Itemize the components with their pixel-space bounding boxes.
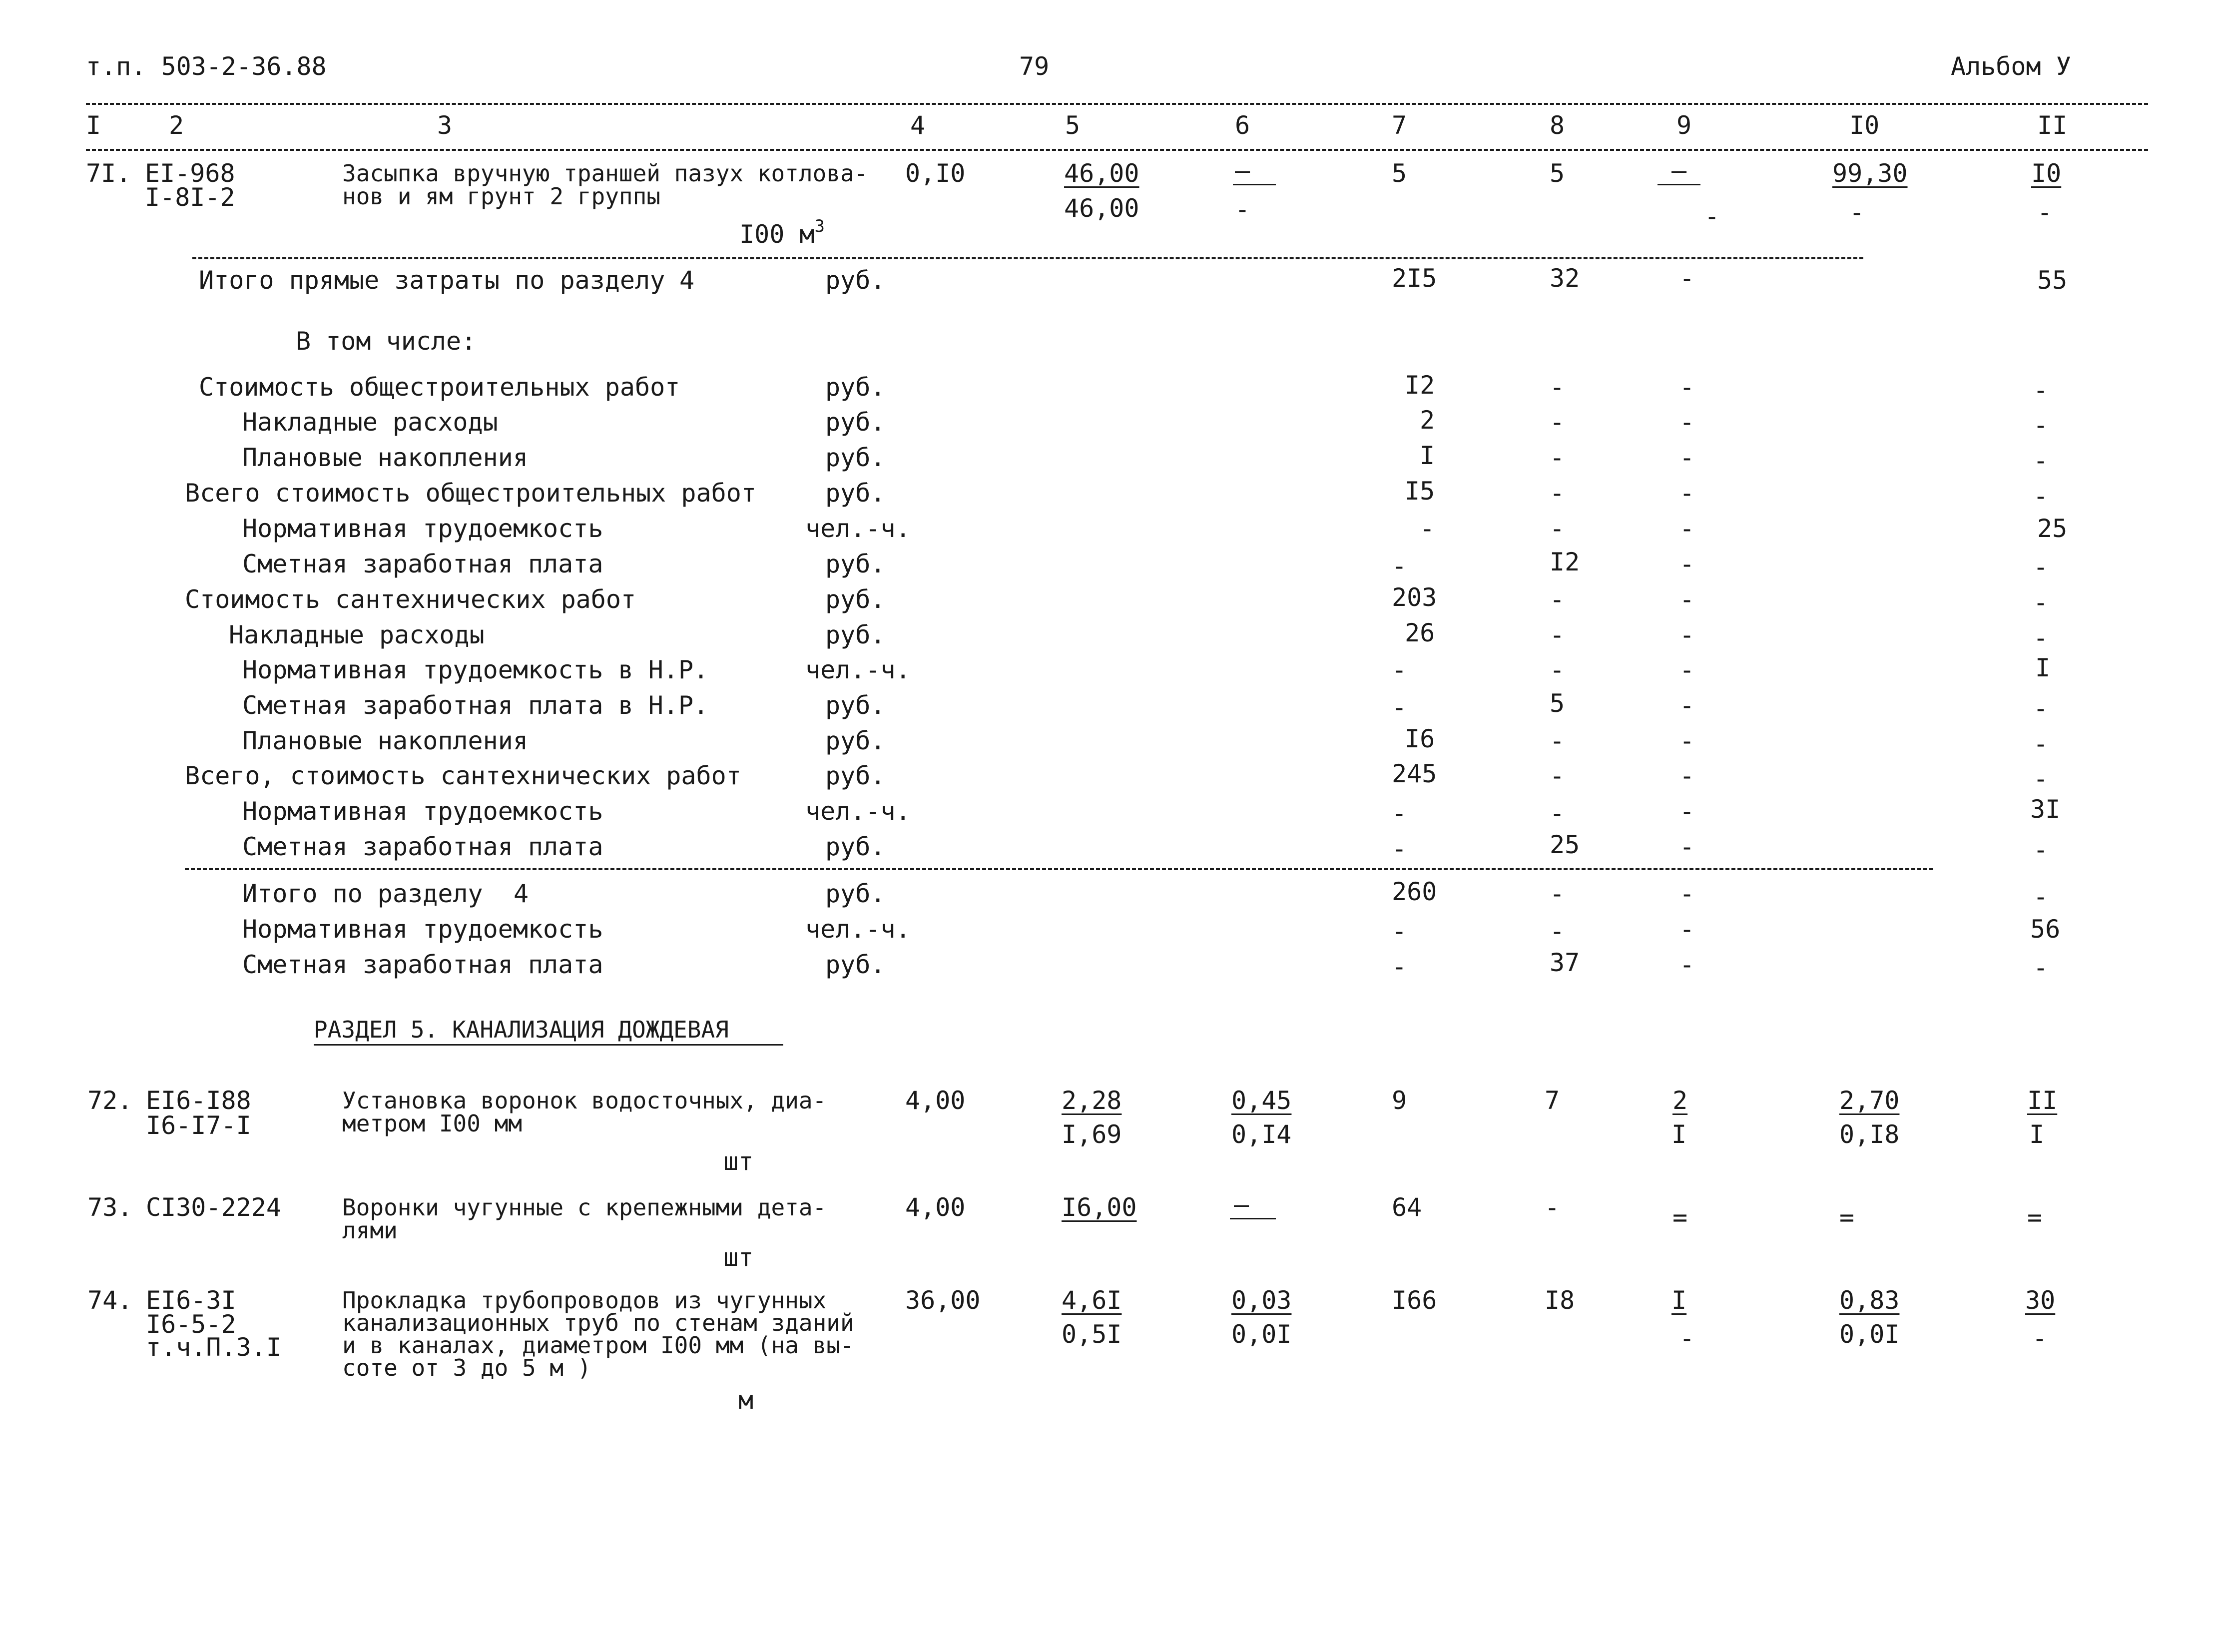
row-machine: - [1679,373,1695,402]
row-labor: - [2033,953,2049,982]
item-description-cont: соте от 3 до 5 м ) [342,1354,591,1381]
labor-per-unit: 0,83 [1839,1286,1900,1315]
unit-price: 4,6I [1062,1286,1122,1315]
total-cost: 5 [1392,159,1407,188]
summary-unit: руб. [825,266,886,295]
machine-total: – [1671,156,1687,185]
item-description-cont: нов и ям грунт 2 группы [342,183,660,210]
row-total-cost: I6 [1405,724,1435,753]
row-label: Плановые накопления [242,443,528,472]
row-unit: руб. [825,950,886,979]
row-wages: - [1550,408,1565,437]
item-code: EI6-3I [146,1286,236,1315]
including-heading: В том числе: [296,327,477,356]
col-9: 9 [1676,111,1692,140]
row-label: Стоимость сантехнических работ [185,585,636,614]
item-quantity: 0,I0 [905,159,966,188]
row-unit: руб. [825,726,886,755]
row-machine: - [1679,550,1695,578]
col-8: 8 [1550,111,1565,140]
row-total-cost: - [1392,655,1407,684]
item-quantity: 4,00 [905,1086,966,1115]
unit-price: 2,28 [1062,1086,1122,1115]
row-label: Сметная заработная плата [242,950,603,979]
machine-price: 0,45 [1231,1086,1292,1115]
machine-total-wages: I [1671,1120,1687,1149]
labor-per-unit: = [1839,1203,1855,1232]
row-label: Сметная заработная плата [242,550,603,578]
row-wages: - [1550,443,1565,472]
row-machine: - [1679,479,1695,508]
labor-total-machine: - [2037,198,2053,227]
row-machine: - [1679,655,1695,684]
col-3: 3 [437,111,453,140]
row-label: Всего, стоимость сантехнических работ [185,761,741,790]
summary-wages: 32 [1550,264,1580,293]
row-labor: - [2033,882,2049,911]
item-description: Засыпка вручную траншей пазух котлова- [342,160,868,187]
row-wages: - [1550,761,1565,790]
row-unit: руб. [825,550,886,578]
item-description-cont: лями [342,1217,398,1244]
column-header-rule [86,149,2148,151]
row-section-number: 4 [514,879,529,908]
section-total-rule [185,868,1933,870]
row-machine: - [1679,950,1695,979]
item-number: 73. [87,1193,133,1222]
row-labor: - [2033,835,2049,864]
row-total-cost: I5 [1405,477,1435,506]
page-number: 79 [1019,52,1050,81]
item-quantity: 4,00 [905,1193,966,1222]
wages: I8 [1545,1286,1575,1315]
item-unit: шт [723,1147,754,1176]
row-machine: - [1679,832,1695,861]
unit-price-wages: 46,00 [1064,194,1139,223]
total-cost: 64 [1392,1193,1422,1222]
row-wages: I2 [1550,548,1580,576]
section-title: РАЗДЕЛ 5. КАНАЛИЗАЦИЯ ДОЖДЕВАЯ [314,1016,729,1043]
summary-labor: 55 [2037,266,2068,295]
row-machine: - [1679,620,1695,649]
row-unit: руб. [825,373,886,402]
machine-total-wages: - [1679,1324,1695,1353]
total-cost: I66 [1392,1286,1437,1315]
row-labor: - [2033,694,2049,723]
labor-per-unit-machine: 0,I8 [1839,1120,1900,1149]
machine-price-wages: 0,I4 [1231,1120,1292,1149]
row-label: Итого по разделу [242,879,483,908]
row-labor: 3I [2030,795,2061,824]
row-label: Сметная заработная плата в Н.Р. [242,691,709,720]
row-machine: - [1679,514,1695,543]
row-label: Стоимость общестроительных работ [199,373,680,402]
item-description: Установка воронок водосточных, диа- [342,1087,827,1114]
item-unit: м [738,1386,754,1415]
row-unit: руб. [825,443,886,472]
row-label: Накладные расходы [229,620,485,649]
col-1: I [86,111,101,140]
col-2: 2 [169,111,184,140]
labor-total: I0 [2031,159,2062,188]
item-code: EI-968 [145,159,235,188]
item-description-cont: канализационных труб по стенам зданий [342,1309,854,1336]
row-labor: 25 [2037,514,2068,543]
row-total-cost: - [1392,834,1407,863]
labor-total: 30 [2025,1286,2056,1315]
row-unit: чел.-ч. [805,514,911,543]
labor-per-unit: 2,70 [1839,1086,1900,1115]
row-total-cost: - [1392,799,1407,828]
machine-price: 0,03 [1231,1286,1292,1315]
row-labor: - [2033,376,2049,405]
col-10: I0 [1849,111,1880,140]
row-unit: чел.-ч. [805,797,911,826]
row-labor: - [2033,446,2049,475]
row-machine: - [1679,879,1695,908]
row-labor: 56 [2030,915,2061,944]
row-total-cost: 260 [1392,877,1437,906]
machine-total: I [1671,1286,1687,1315]
row-label: Нормативная трудоемкость [242,514,603,543]
labor-total-machine: I [2029,1120,2045,1149]
total-cost: 9 [1392,1086,1407,1115]
col-5: 5 [1065,111,1081,140]
row-wages: - [1550,479,1565,508]
machine-price: – [1235,156,1250,185]
row-labor: - [2033,623,2049,652]
row-wages: 25 [1550,830,1580,859]
row-total-cost: 2 [1420,406,1435,435]
row-unit: руб. [825,879,886,908]
row-labor: - [2033,482,2049,511]
unit-price-wages: 0,5I [1062,1320,1122,1349]
row-machine: - [1679,726,1695,755]
item-quantity: 36,00 [905,1286,981,1315]
row-wages: - [1550,373,1565,402]
row-label: Нормативная трудоемкость [242,797,603,826]
row-unit: руб. [825,408,886,437]
row-machine: - [1679,691,1695,720]
row-wages: 37 [1550,948,1580,977]
row-wages: - [1550,620,1565,649]
row-labor: - [2033,552,2049,581]
row-label: Нормативная трудоемкость [242,915,603,944]
item-description: Воронки чугунные с крепежными дета- [342,1194,827,1221]
unit-price-wages: I,69 [1062,1120,1122,1149]
row-unit: руб. [825,832,886,861]
item-description-cont: и в каналах, диаметром I00 мм (на вы- [342,1332,854,1359]
row-labor: - [2033,411,2049,440]
album-label: Альбом У [1951,52,2071,81]
row-total-cost: - [1392,551,1407,580]
item-code: CI30-2224 [146,1193,281,1222]
row-total-cost: - [1392,917,1407,946]
machine-price: – [1234,1190,1249,1219]
row-wages: - [1550,514,1565,543]
summary-label: Итого прямые затраты по разделу [199,266,665,295]
row-total-cost: - [1420,514,1435,543]
item-unit: шт [723,1243,754,1272]
row-machine: - [1679,797,1695,826]
row-wages: - [1550,799,1565,828]
labor-per-unit-machine: - [1849,198,1865,227]
row-wages: - [1550,585,1565,614]
row-label: Всего стоимость общестроительных работ [185,479,756,508]
section-title-underline [314,1044,783,1046]
row-wages: - [1550,879,1565,908]
row-total-cost: 203 [1392,583,1437,612]
row-total-cost: I2 [1405,371,1435,400]
summary-machine: - [1679,264,1695,293]
item-code-ref: I-8I-2 [145,183,235,212]
unit-price: 46,00 [1064,159,1139,188]
row-labor: - [2033,588,2049,617]
item-code: EI6-I88 [146,1086,251,1115]
wages: 7 [1545,1086,1560,1115]
item-unit: I00 $м^3$ [739,216,825,249]
machine-price-wages: 0,0I [1231,1320,1292,1349]
col-7: 7 [1392,111,1407,140]
row-labor: I [2035,653,2051,682]
col-4: 4 [910,111,926,140]
row-machine: - [1679,443,1695,472]
labor-per-unit-machine: 0,0I [1839,1320,1900,1349]
row-label: Сметная заработная плата [242,832,603,861]
row-total-cost: 26 [1405,618,1435,647]
row-unit: руб. [825,585,886,614]
row-label: Нормативная трудоемкость в Н.Р. [242,655,709,684]
row-total-cost: - [1392,952,1407,981]
row-machine: - [1679,585,1695,614]
row-wages: 5 [1550,689,1565,718]
labor-total: II [2027,1086,2058,1115]
labor-total: = [2027,1203,2043,1232]
row-labor: - [2033,764,2049,793]
machine-total-wages: - [1704,202,1720,231]
summary-section-number: 4 [679,266,695,295]
row-machine: - [1679,761,1695,790]
item-code-ref: I6-I7-I [146,1111,251,1140]
row-unit: руб. [825,620,886,649]
unit-price: I6,00 [1062,1193,1137,1222]
row-machine: - [1679,915,1695,944]
item-number: 72. [87,1086,133,1115]
item-code-ref: I6-5-2 [146,1310,236,1339]
item-description: Прокладка трубопроводов из чугунных [342,1287,827,1314]
row-machine: - [1679,408,1695,437]
row-wages: - [1550,655,1565,684]
row-total-cost: - [1392,693,1407,722]
row-unit: руб. [825,479,886,508]
row-unit: чел.-ч. [805,915,911,944]
labor-per-unit: 99,30 [1832,159,1908,188]
item-71-rule [192,257,1863,259]
row-wages: - [1550,726,1565,755]
row-unit: руб. [825,761,886,790]
machine-total: 2 [1672,1086,1688,1115]
labor-total-machine: - [2032,1324,2048,1353]
row-wages: - [1550,917,1565,946]
col-6: 6 [1235,111,1250,140]
machine-total: = [1672,1203,1688,1232]
item-description-cont: метром I00 мм [342,1110,523,1137]
row-labor: - [2033,729,2049,758]
col-11: II [2037,111,2068,140]
row-unit: руб. [825,691,886,720]
doc-code: т.п. 503-2-36.88 [86,52,327,81]
row-total-cost: I [1420,441,1435,470]
item-code-note: т.ч.П.3.I [146,1333,281,1362]
wages: 5 [1550,159,1565,188]
item-number: 7I. [86,159,131,188]
row-label: Плановые накопления [242,726,528,755]
item-number: 74. [87,1286,133,1315]
machine-price-wages: - [1235,195,1250,224]
summary-total-cost: 2I5 [1392,264,1437,293]
wages: - [1545,1193,1560,1222]
row-total-cost: 245 [1392,759,1437,788]
row-label: Накладные расходы [242,408,498,437]
header-rule [86,103,2148,105]
row-unit: чел.-ч. [805,655,911,684]
